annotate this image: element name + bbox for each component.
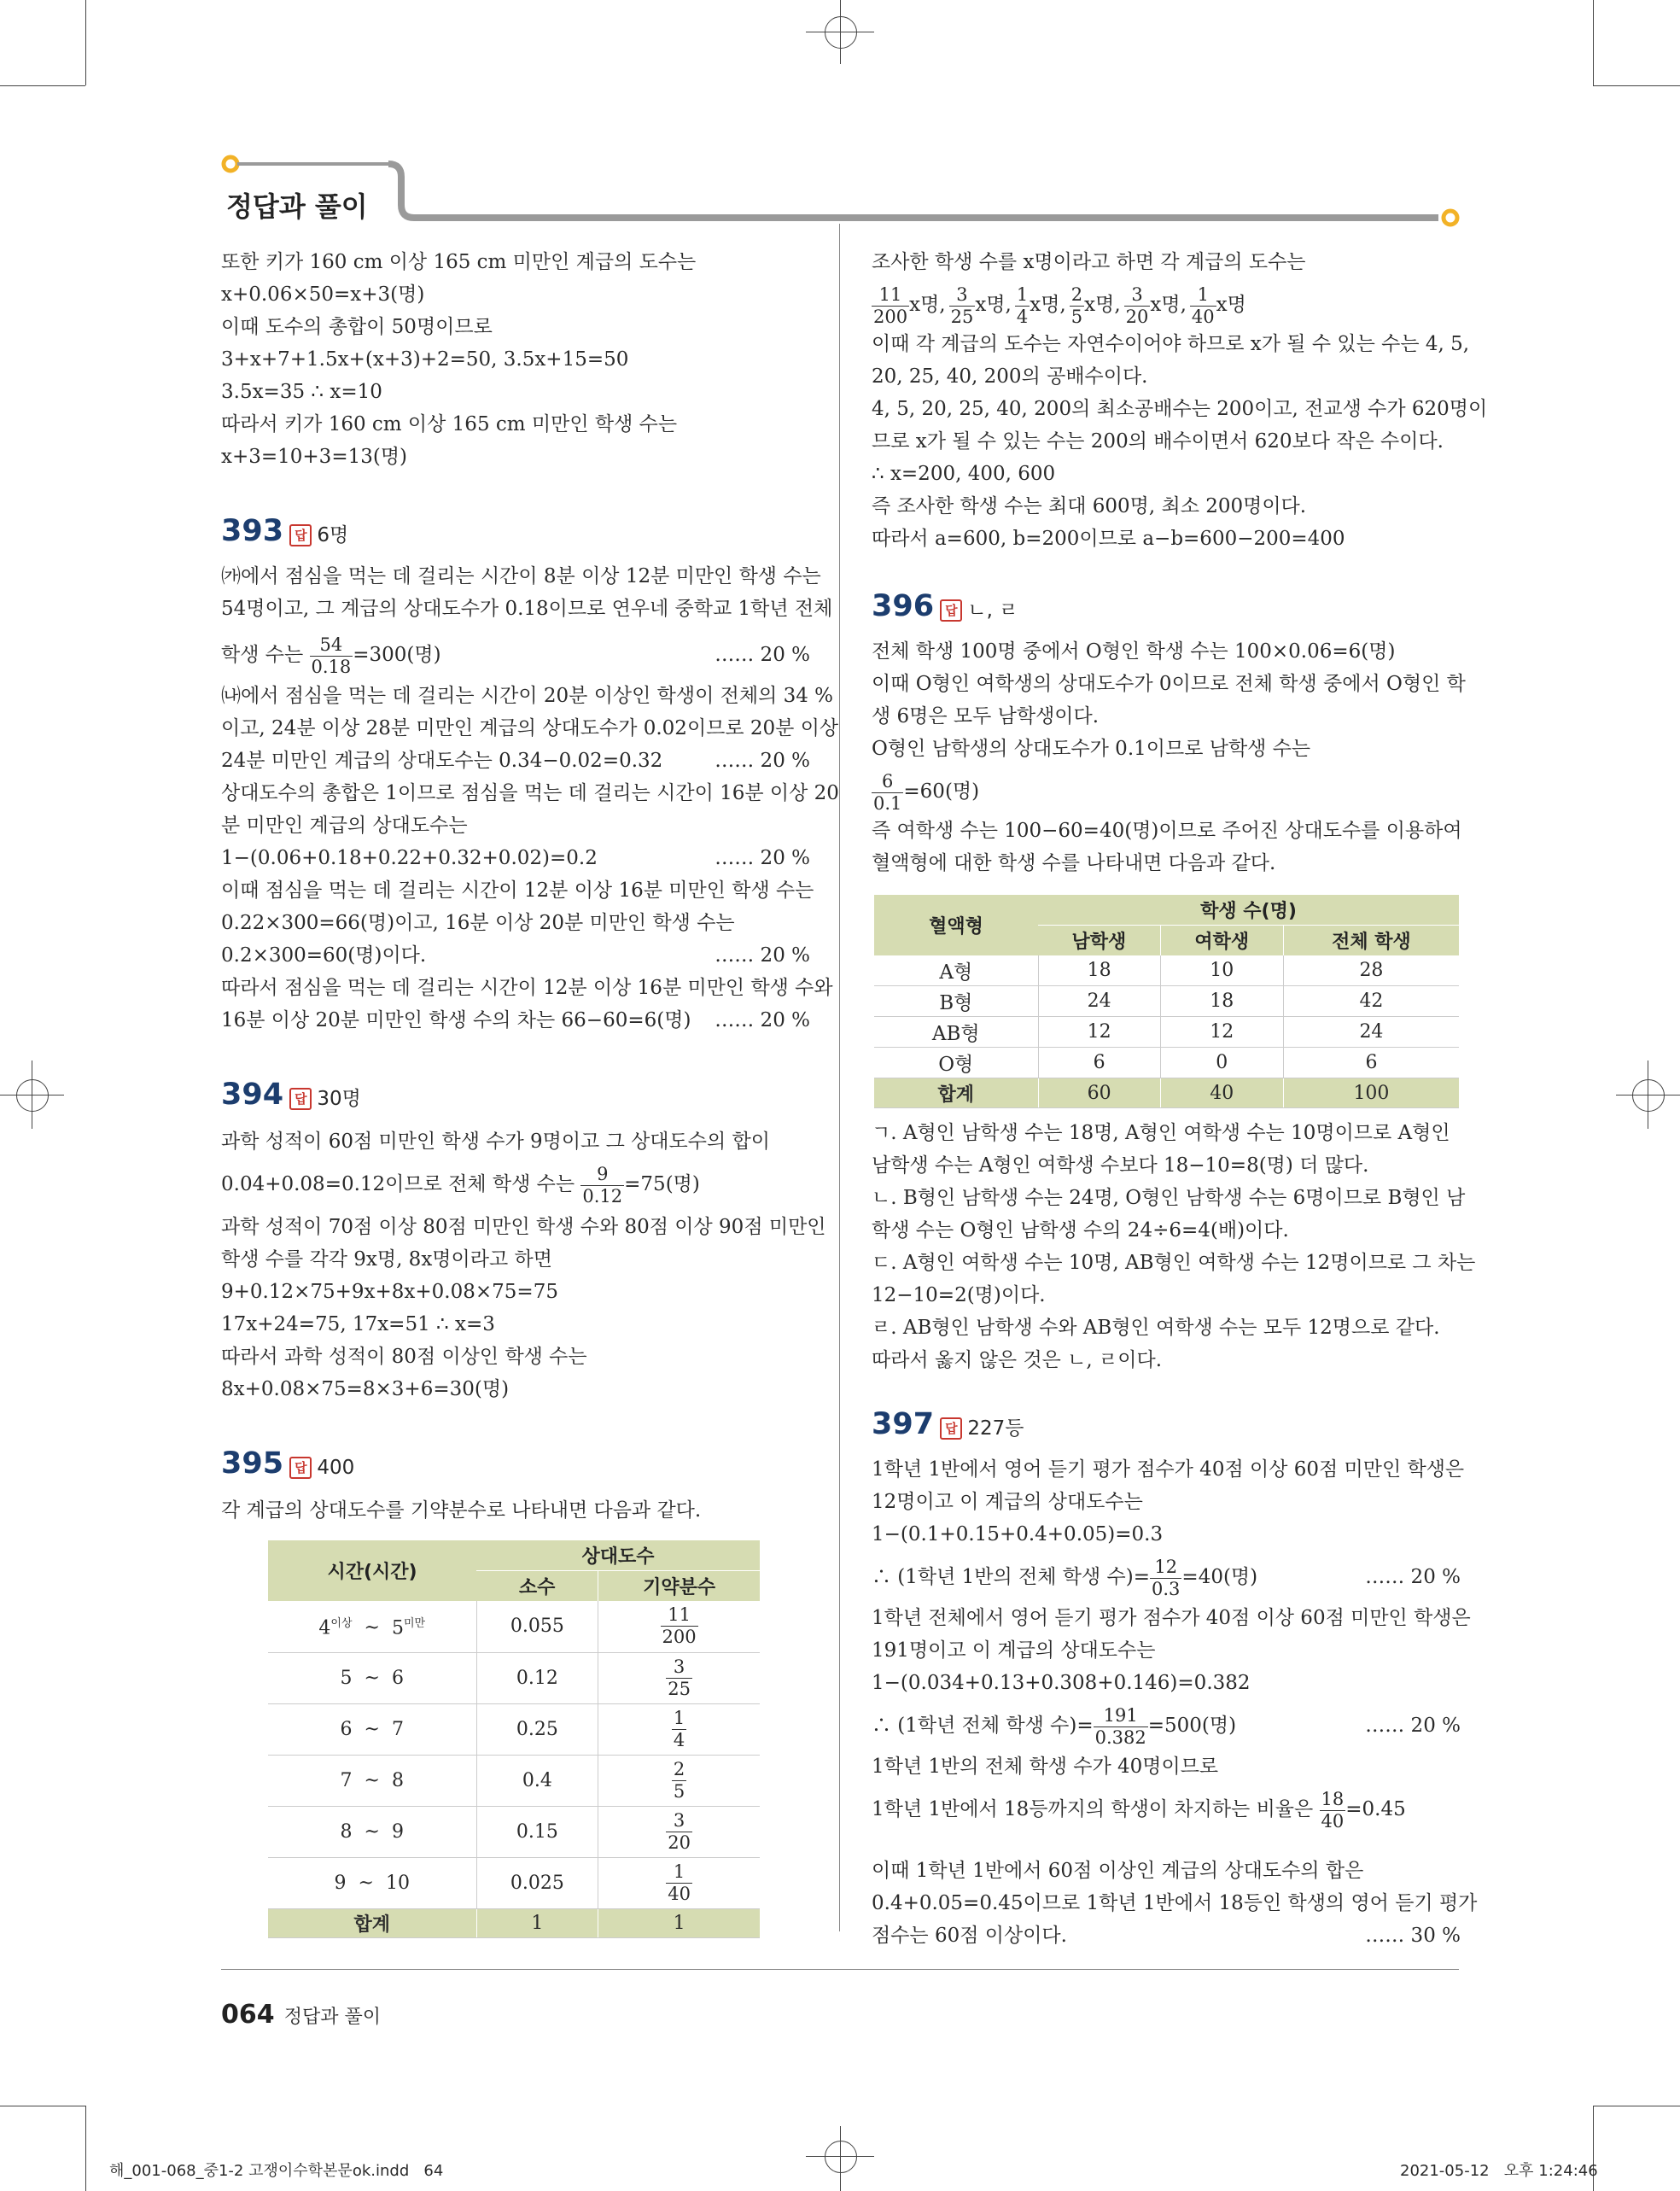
- denominator: 200: [873, 306, 908, 327]
- text: ∴ (1학년 전체 학생 수)=: [872, 1715, 1094, 1737]
- list-item: 따라서 옳지 않은 것은 ㄴ, ㄹ이다.: [872, 1349, 1163, 1371]
- text: ∴ (1학년 1반의 전체 학생 수)=: [872, 1566, 1151, 1588]
- problem-393-heading: [221, 514, 348, 552]
- fraction-cell: [598, 1601, 760, 1652]
- interval-tilde: ~: [364, 1820, 380, 1843]
- solution-line: [872, 770, 979, 813]
- solution-line: 각 계급의 상대도수를 기약분수로 나타내면 다음과 같다.: [221, 1499, 702, 1522]
- text: =40(명): [1181, 1566, 1258, 1588]
- numerator: 54: [310, 636, 353, 657]
- blood-type-table: [874, 895, 1459, 1108]
- numerator: 3: [949, 286, 976, 307]
- table-row: [268, 1755, 760, 1806]
- interval-end: 7: [391, 1718, 404, 1740]
- frequency-term: x명: [1216, 294, 1246, 316]
- list-item: ㄴ. B형인 남학생 수는 24명, O형인 남학생 수는 6명이므로 B형인 남: [872, 1187, 1466, 1209]
- numerator: 2: [1070, 283, 1083, 305]
- table-row: [874, 986, 1459, 1017]
- crop-mark: [85, 0, 86, 85]
- solution-line: 과학 성적이 60점 미만인 학생 수가 9명이고 그 상대도수의 합이: [221, 1131, 770, 1153]
- fraction: [310, 636, 353, 676]
- table-row: [874, 1017, 1459, 1048]
- text: 0.04+0.08=0.12이므로 전체 학생 수는: [221, 1173, 575, 1195]
- frequency-term: x명,: [975, 294, 1012, 316]
- column-header: 전체 학생: [1283, 926, 1459, 956]
- crop-mark: [1593, 0, 1594, 85]
- answer-mark-icon: 답: [289, 524, 312, 546]
- denominator: 0.18: [311, 656, 352, 677]
- solution-line: 따라서 점심을 먹는 데 걸리는 시간이 12분 이상 16분 미만인 학생 수와: [221, 977, 833, 999]
- interval-tilde: ~: [364, 1667, 380, 1689]
- decimal-cell: 0.25: [476, 1703, 598, 1755]
- interval-start: 9: [334, 1872, 347, 1894]
- fraction: [661, 1606, 698, 1646]
- numerator: 3: [1124, 286, 1151, 307]
- solution-line: 4, 5, 20, 25, 40, 200의 최소공배수는 200이고, 전교생 수가 620명이: [872, 398, 1488, 420]
- solution-line: 20, 25, 40, 200의 공배수이다.: [872, 365, 1148, 388]
- solution-line: 즉 여학생 수는 100−60=40(명)이므로 주어진 상대도수를 이용하여: [872, 820, 1462, 842]
- intro-line: x+3=10+3=13(명): [221, 446, 408, 468]
- blood-type-cell: A형: [874, 955, 1038, 986]
- time-interval-cell: [268, 1806, 476, 1857]
- total-all: 100: [1283, 1078, 1459, 1108]
- header-decoration: [218, 154, 1464, 231]
- numerator: 1: [1016, 283, 1029, 305]
- fraction-cell: [598, 1806, 760, 1857]
- table-row: [268, 1857, 760, 1908]
- page-number: 064: [221, 2000, 275, 2030]
- intro-line: 이때 도수의 총합이 50명이므로: [221, 316, 493, 338]
- denominator: 0.382: [1094, 1727, 1146, 1748]
- solution-line: [872, 1556, 1257, 1598]
- solution-line: 1학년 1반의 전체 학생 수가 40명이므로: [872, 1756, 1219, 1778]
- answer-value: 6명: [317, 524, 349, 546]
- solution-line: 이때 점심을 먹는 데 걸리는 시간이 12분 이상 16분 미만인 학생 수는: [221, 879, 814, 902]
- solution-line: 191명이고 이 계급의 상대도수는: [872, 1639, 1156, 1662]
- interval-tilde: ~: [364, 1718, 380, 1740]
- fraction: [1320, 1788, 1346, 1832]
- solution-line: [872, 1704, 1236, 1747]
- total-count-cell: 6: [1283, 1048, 1459, 1078]
- solution-line: ㈎에서 점심을 먹는 데 걸리는 시간이 8분 이상 12분 미만인 학생 수는: [221, 565, 821, 587]
- denominator: 25: [950, 306, 974, 327]
- score-marker: …… 20 %: [1365, 1715, 1461, 1737]
- answer-mark-icon: 답: [289, 1088, 312, 1110]
- solution-line: 이때 각 계급의 도수는 자연수이어야 하므로 x가 될 수 있는 수는 4, 5,: [872, 333, 1470, 355]
- numerator: 2: [673, 1758, 685, 1779]
- score-marker: …… 20 %: [715, 944, 810, 967]
- list-item: 학생 수는 O형인 남학생 수의 24÷6=4(배)이다.: [872, 1219, 1289, 1242]
- list-item: 남학생 수는 A형인 여학생 수보다 18−10=8(명) 더 많다.: [872, 1154, 1369, 1177]
- fraction: [672, 1709, 686, 1750]
- total-count-cell: 42: [1283, 986, 1459, 1017]
- fraction-row: [872, 283, 1250, 326]
- decimal-cell: 0.4: [476, 1755, 598, 1806]
- denominator: 0.12: [582, 1185, 623, 1207]
- female-count-cell: 0: [1160, 1048, 1283, 1078]
- denominator: 4: [1016, 306, 1029, 327]
- score-marker: …… 20 %: [715, 1009, 810, 1031]
- fraction: [1124, 283, 1151, 327]
- solution-line: 8x+0.08×75=8×3+6=30(명): [221, 1378, 510, 1400]
- text: =300(명): [353, 644, 441, 666]
- problem-394-heading: [221, 1078, 361, 1116]
- solution-line: 즉 조사한 학생 수는 최대 600명, 최소 200명이다.: [872, 495, 1307, 517]
- numerator: 3: [666, 1812, 692, 1832]
- interval-end: 8: [391, 1769, 404, 1791]
- solution-line: 12명이고 이 계급의 상대도수는: [872, 1491, 1143, 1513]
- total-female: 40: [1160, 1078, 1283, 1108]
- fraction: [666, 1658, 692, 1698]
- solution-line: 0.2×300=60(명)이다.: [221, 944, 427, 967]
- column-header: 시간(시간): [268, 1540, 476, 1601]
- frequency-term: x명,: [1030, 294, 1066, 316]
- blood-type-cell: AB형: [874, 1017, 1038, 1048]
- fraction: [672, 1758, 686, 1802]
- intro-line: 따라서 키가 160 cm 이상 165 cm 미만인 학생 수는: [221, 413, 678, 435]
- solution-line: ㈏에서 점심을 먹는 데 걸리는 시간이 20분 이상인 학생이 전체의 34 %: [221, 685, 834, 707]
- print-timestamp: 2021-05-12 오후 1:24:46: [1400, 2162, 1598, 2180]
- denominator: 40: [1191, 306, 1215, 327]
- solution-line: 1−(0.034+0.13+0.308+0.146)=0.382: [872, 1672, 1251, 1694]
- denominator: 4: [673, 1729, 685, 1750]
- fraction: [872, 283, 909, 327]
- solution-line: 0.4+0.05=0.45이므로 1학년 1반에서 18등인 학생의 영어 듣기 평가: [872, 1892, 1478, 1914]
- table-row-total: [268, 1908, 760, 1937]
- solution-line: 9+0.12×75+9x+8x+0.08×75=75: [221, 1281, 558, 1303]
- column-header: 혈액형: [874, 895, 1038, 955]
- problem-number: 393: [221, 514, 284, 548]
- solution-line: 17x+24=75, 17x=51 ∴ x=3: [221, 1313, 495, 1335]
- registration-circle: [825, 2141, 857, 2173]
- interval-start-note: 이상: [330, 1617, 353, 1631]
- numerator: 1: [673, 1707, 685, 1728]
- problem-number: 395: [221, 1446, 284, 1481]
- score-marker: …… 30 %: [1365, 1925, 1461, 1947]
- answer-value: ㄴ, ㄹ: [967, 599, 1018, 622]
- denominator: 40: [1321, 1810, 1345, 1832]
- denominator: 0.1: [873, 792, 902, 814]
- fraction-cell: [598, 1703, 760, 1755]
- fraction: [1070, 283, 1084, 327]
- text: 학생 수는: [221, 644, 304, 666]
- interval-tilde: ~: [364, 1769, 380, 1791]
- answer-value: 30명: [317, 1088, 361, 1110]
- page-label: 정답과 풀이: [283, 2007, 381, 2028]
- table-row: [874, 955, 1459, 986]
- total-count-cell: 28: [1283, 955, 1459, 986]
- total-male: 60: [1038, 1078, 1160, 1108]
- total-fraction: 1: [598, 1908, 760, 1937]
- list-item: ㄱ. A형인 남학생 수는 18명, A형인 여학생 수는 10명이므로 A형인: [872, 1122, 1450, 1144]
- numerator: 6: [872, 773, 903, 793]
- solution-line: 16분 이상 20분 미만인 학생 수의 차는 66−60=6(명): [221, 1009, 691, 1031]
- registration-circle: [16, 1079, 49, 1112]
- numerator: 3: [666, 1658, 692, 1679]
- solution-line: 점수는 60점 이상이다.: [872, 1925, 1067, 1947]
- time-interval-cell: [268, 1857, 476, 1908]
- interval-start: 5: [340, 1667, 353, 1689]
- solution-line: 이때 1학년 1반에서 60점 이상인 계급의 상대도수의 합은: [872, 1860, 1364, 1882]
- score-marker: …… 20 %: [1365, 1566, 1461, 1588]
- decimal-cell: 0.15: [476, 1806, 598, 1857]
- time-interval-cell: [268, 1755, 476, 1806]
- numerator: 9: [580, 1166, 624, 1186]
- text: =500(명): [1147, 1715, 1237, 1737]
- column-divider: [839, 224, 840, 1931]
- solution-line: ∴ x=200, 400, 600: [872, 463, 1056, 485]
- decimal-cell: 0.12: [476, 1652, 598, 1703]
- column-header: 상대도수: [476, 1540, 760, 1571]
- crop-mark: [1593, 85, 1680, 86]
- fraction: [1094, 1704, 1148, 1748]
- footer-rule: [221, 1969, 1459, 1970]
- solution-line: 54명이고, 그 계급의 상대도수가 0.18이므로 연우네 중학교 1학년 전체: [221, 598, 833, 620]
- solution-line: 생 6명은 모두 남학생이다.: [872, 705, 1100, 727]
- solution-line: 1−(0.1+0.15+0.4+0.05)=0.3: [872, 1523, 1164, 1545]
- interval-start: 7: [340, 1769, 353, 1791]
- column-header: 여학생: [1160, 926, 1283, 956]
- solution-line: 전체 학생 100명 중에서 O형인 학생 수는 100×0.06=6(명): [872, 640, 1396, 663]
- solution-line: 이고, 24분 이상 28분 미만인 계급의 상대도수가 0.02이므로 20분 이상: [221, 717, 839, 739]
- male-count-cell: 6: [1038, 1048, 1160, 1078]
- table-row: [268, 1652, 760, 1703]
- total-decimal: 1: [476, 1908, 598, 1937]
- solution-line: 24분 미만인 계급의 상대도수는 0.34−0.02=0.32: [221, 750, 663, 772]
- interval-tilde: ~: [364, 1617, 380, 1639]
- solution-line: 1학년 전체에서 영어 듣기 평가 점수가 40점 이상 60점 미만인 학생은: [872, 1607, 1471, 1629]
- fraction: [666, 1863, 692, 1903]
- frequency-term: x명,: [1150, 294, 1187, 316]
- text: 1학년 1반에서 18등까지의 학생이 차지하는 비율은: [872, 1798, 1314, 1820]
- solution-line: 이때 O형인 여학생의 상대도수가 0이므로 전체 학생 중에서 O형인 학: [872, 673, 1466, 695]
- solution-line: [221, 634, 441, 676]
- table-row-total: [874, 1078, 1459, 1108]
- fraction: [1150, 1558, 1181, 1598]
- list-item: 12−10=2(명)이다.: [872, 1284, 1046, 1306]
- decimal-cell: 0.025: [476, 1857, 598, 1908]
- denominator: 40: [668, 1883, 691, 1904]
- denominator: 5: [1070, 306, 1083, 327]
- intro-line: 3+x+7+1.5x+(x+3)+2=50, 3.5x+15=50: [221, 348, 629, 371]
- interval-tilde: ~: [358, 1872, 374, 1894]
- total-count-cell: 24: [1283, 1017, 1459, 1048]
- footer-page: [221, 2000, 381, 2030]
- denominator: 200: [662, 1627, 697, 1648]
- problem-397-heading: [872, 1407, 1024, 1446]
- text: =75(명): [624, 1173, 700, 1195]
- list-item: ㄷ. A형인 여학생 수는 10명, AB형인 여학생 수는 12명이므로 그 차는: [872, 1252, 1476, 1274]
- intro-line: 또한 키가 160 cm 이상 165 cm 미만인 계급의 도수는: [221, 251, 697, 273]
- text: =0.45: [1345, 1798, 1406, 1820]
- interval-end: 10: [385, 1872, 410, 1894]
- solution-line: 학생 수를 각각 9x명, 8x명이라고 하면: [221, 1248, 552, 1271]
- table-row: [268, 1703, 760, 1755]
- score-marker: …… 20 %: [715, 847, 810, 869]
- time-interval-cell: [268, 1652, 476, 1703]
- problem-396-heading: [872, 589, 1018, 628]
- answer-mark-icon: 답: [940, 1417, 962, 1440]
- frequency-term: x명,: [1084, 294, 1121, 316]
- solution-line: 0.22×300=66(명)이고, 16분 이상 20분 미만인 학생 수는: [221, 912, 735, 934]
- registration-circle: [825, 16, 857, 49]
- numerator: 1: [666, 1863, 692, 1884]
- fraction: [666, 1809, 692, 1853]
- fraction: [1015, 283, 1030, 327]
- female-count-cell: 12: [1160, 1017, 1283, 1048]
- table-row: [268, 1806, 760, 1857]
- interval-start: 6: [340, 1718, 353, 1740]
- column-header: 학생 수(명): [1038, 895, 1459, 926]
- solution-line: 므로 x가 될 수 있는 수는 200의 배수이면서 620보다 작은 수이다.: [872, 430, 1444, 453]
- numerator: 191: [1094, 1707, 1148, 1727]
- blood-type-cell: B형: [874, 986, 1038, 1017]
- score-marker: …… 20 %: [715, 750, 810, 772]
- fraction: [580, 1163, 624, 1207]
- interval-start: 8: [340, 1820, 353, 1843]
- answer-mark-icon: 답: [289, 1457, 312, 1479]
- solution-line: 혈액형에 대한 학생 수를 나타내면 다음과 같다.: [872, 852, 1276, 874]
- solution-line: 따라서 a=600, b=200이므로 a−b=600−200=400: [872, 528, 1345, 550]
- decimal-cell: 0.055: [476, 1601, 598, 1652]
- solution-line: 과학 성적이 70점 이상 80점 미만인 학생 수와 80점 이상 90점 미만인: [221, 1216, 826, 1238]
- score-marker: …… 20 %: [715, 644, 810, 666]
- page-header-title: 정답과 풀이: [226, 190, 368, 223]
- column-header: 소수: [476, 1571, 598, 1602]
- column-header: 기약분수: [598, 1571, 760, 1602]
- table-row: [874, 1048, 1459, 1078]
- solution-line: [221, 1163, 700, 1206]
- problem-number: 394: [221, 1078, 284, 1112]
- solution-line: 분 미만인 계급의 상대도수는: [221, 815, 468, 837]
- male-count-cell: 24: [1038, 986, 1160, 1017]
- column-header: 남학생: [1038, 926, 1160, 956]
- solution-line: 상대도수의 총합은 1이므로 점심을 먹는 데 걸리는 시간이 16분 이상 20: [221, 782, 839, 804]
- answer-value: 400: [317, 1457, 355, 1479]
- fraction-cell: [598, 1755, 760, 1806]
- fraction: [1190, 283, 1216, 327]
- intro-line: x+0.06×50=x+3(명): [221, 283, 425, 306]
- interval-end: 9: [391, 1820, 404, 1843]
- total-label: 합계: [268, 1908, 476, 1937]
- numerator: 1: [1190, 286, 1216, 307]
- female-count-cell: 18: [1160, 986, 1283, 1017]
- frequency-term: x명,: [909, 294, 946, 316]
- solution-line: 따라서 과학 성적이 80점 이상인 학생 수는: [221, 1346, 587, 1368]
- list-item: ㄹ. AB형인 남학생 수와 AB형인 여학생 수는 모두 12명으로 같다.: [872, 1317, 1440, 1339]
- registration-circle: [1632, 1079, 1665, 1112]
- numerator: 18: [1321, 1788, 1345, 1809]
- intro-line: 3.5x=35 ∴ x=10: [221, 381, 382, 403]
- numerator: 11: [661, 1606, 698, 1627]
- denominator: 20: [1125, 306, 1149, 327]
- relative-frequency-table: [268, 1540, 760, 1938]
- denominator: 25: [668, 1678, 691, 1699]
- total-label: 합계: [874, 1078, 1038, 1108]
- solution-line: 조사한 학생 수를 x명이라고 하면 각 계급의 도수는: [872, 251, 1306, 273]
- answer-mark-icon: 답: [940, 599, 962, 622]
- crop-mark: [85, 2106, 86, 2191]
- numerator: 12: [1150, 1558, 1181, 1579]
- interval-end-note: 미만: [403, 1617, 426, 1631]
- problem-number: 396: [872, 589, 935, 623]
- solution-line: [872, 1788, 1406, 1831]
- fraction-cell: [598, 1652, 760, 1703]
- fraction-cell: [598, 1857, 760, 1908]
- fraction: [872, 770, 903, 814]
- time-interval-cell: [268, 1601, 476, 1652]
- problem-number: 397: [872, 1407, 935, 1441]
- file-name: 해_001-068_중1-2 고쟁이수학본문ok.indd 64: [109, 2162, 444, 2180]
- denominator: 0.3: [1152, 1578, 1181, 1599]
- text: =60(명): [903, 780, 980, 803]
- problem-395-heading: [221, 1446, 354, 1485]
- answer-value: 227등: [967, 1417, 1024, 1440]
- table-row: [268, 1601, 760, 1652]
- male-count-cell: 18: [1038, 955, 1160, 986]
- interval-start: 4: [318, 1617, 331, 1639]
- male-count-cell: 12: [1038, 1017, 1160, 1048]
- fraction: [949, 283, 976, 327]
- solution-line: 1−(0.06+0.18+0.22+0.32+0.02)=0.2: [221, 847, 598, 869]
- crop-mark: [0, 85, 85, 86]
- interval-end: 6: [391, 1667, 404, 1689]
- denominator: 5: [673, 1780, 685, 1802]
- solution-line: O형인 남학생의 상대도수가 0.1이므로 남학생 수는: [872, 738, 1311, 760]
- solution-line: 1학년 1반에서 영어 듣기 평가 점수가 40점 이상 60점 미만인 학생은: [872, 1458, 1465, 1481]
- female-count-cell: 10: [1160, 955, 1283, 986]
- time-interval-cell: [268, 1703, 476, 1755]
- interval-end: 5: [391, 1617, 404, 1639]
- blood-type-cell: O형: [874, 1048, 1038, 1078]
- denominator: 20: [668, 1832, 691, 1853]
- numerator: 11: [872, 286, 909, 307]
